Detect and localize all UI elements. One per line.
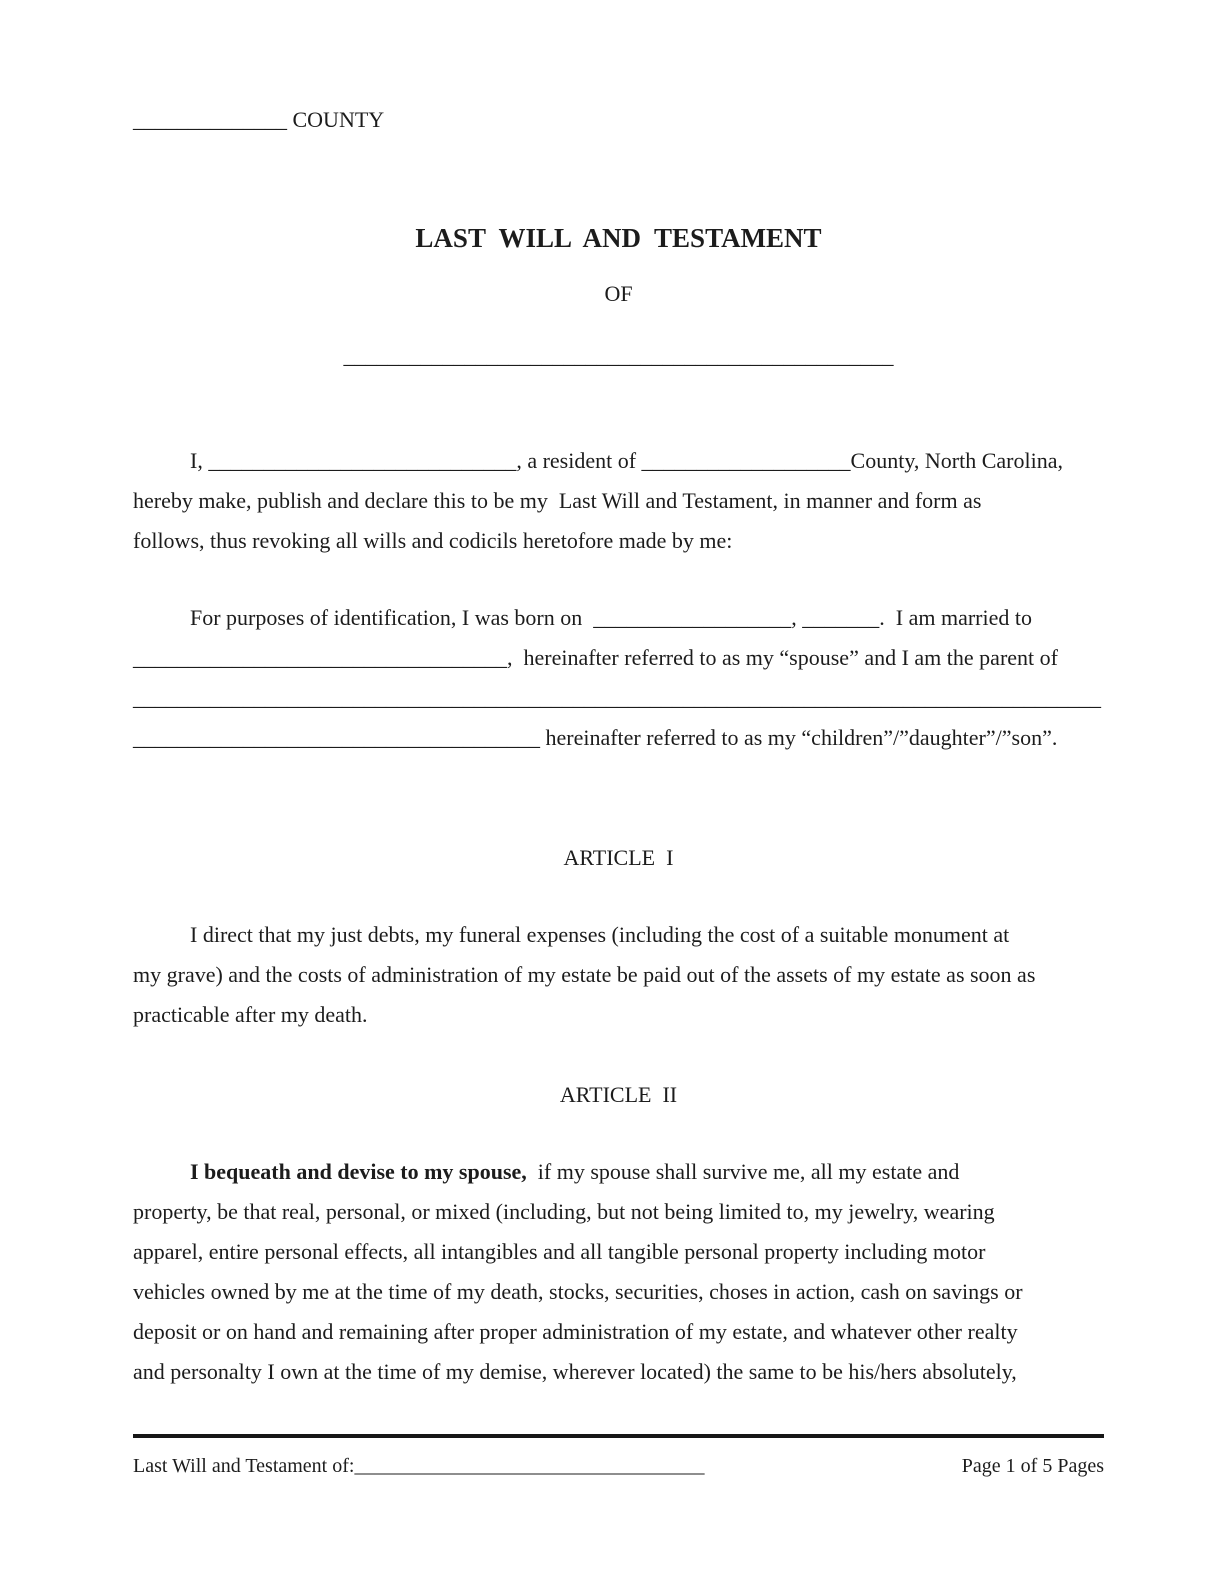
paragraph-line: deposit or on hand and remaining after proper administration of my estate, and whatever other realty [133, 1319, 1018, 1344]
county-line [133, 100, 1104, 140]
county-blank: ______________ [133, 107, 287, 132]
article-2-paragraph [133, 1152, 1104, 1392]
paragraph-line: __________________________________, hereinafter referred to as my “spouse” and I am the parent of [133, 645, 1058, 670]
paragraph-line: and personalty I own at the time of my demise, wherever located) the same to be his/hers absolutely, [133, 1359, 1017, 1384]
paragraph-line: property, be that real, personal, or mixed (including, but not being limited to, my jewelry, wearing [133, 1199, 995, 1224]
paragraph-line: vehicles owned by me at the time of my death, stocks, securities, choses in action, cash on savings or [133, 1279, 1023, 1304]
document-title: LAST WILL AND TESTAMENT [415, 223, 822, 253]
article-2-heading: ARTICLE II [559, 1082, 678, 1107]
paragraph-line: follows, thus revoking all wills and codicils heretofore made by me: [133, 528, 733, 553]
page-footer [133, 1446, 1104, 1486]
footer-title-label: Last Will and Testament of: [133, 1455, 355, 1477]
article-1-paragraph [133, 915, 1104, 1035]
paragraph-line: hereby make, publish and declare this to be my Last Will and Testament, in manner and form as [133, 488, 982, 513]
paragraph-line: I direct that my just debts, my funeral expenses (including the cost of a suitable monument at [190, 922, 1010, 947]
paragraph-line: practicable after my death. [133, 1002, 368, 1027]
paragraph-line: I, ____________________________, a resident of ___________________County, North Carolina, [190, 448, 1063, 473]
county-label: COUNTY [292, 107, 385, 132]
page-number: Page 1 of 5 Pages [961, 1455, 1104, 1477]
footer-divider [133, 1434, 1104, 1438]
paragraph-line: _____________________________________ hereinafter referred to as my “children”/”daughter”/”son”. [133, 725, 1058, 750]
footer-title-blank: ___________________________________ [354, 1455, 705, 1477]
bequeath-clause-bold: I bequeath and devise to my spouse, [190, 1159, 527, 1184]
footer-title-line [133, 1446, 704, 1486]
paragraph-line: apparel, entire personal effects, all intangibles and all tangible personal property including motor [133, 1239, 986, 1264]
children-names-blank: ________________________________________________________________________________________ [133, 685, 1101, 710]
paragraph-line [133, 1152, 1104, 1192]
testator-name-blank: __________________________________________________ [343, 343, 894, 368]
bequeath-clause-rest: if my spouse shall survive me, all my estate and [526, 1159, 960, 1184]
identification-paragraph [133, 598, 1104, 758]
of-label: OF [604, 281, 633, 306]
article-1-heading: ARTICLE I [563, 845, 674, 870]
paragraph-line: my grave) and the costs of administration of my estate be paid out of the assets of my estate as soon as [133, 962, 1036, 987]
intro-paragraph [133, 441, 1104, 561]
paragraph-line: For purposes of identification, I was born on __________________, _______. I am married to [190, 605, 1032, 630]
